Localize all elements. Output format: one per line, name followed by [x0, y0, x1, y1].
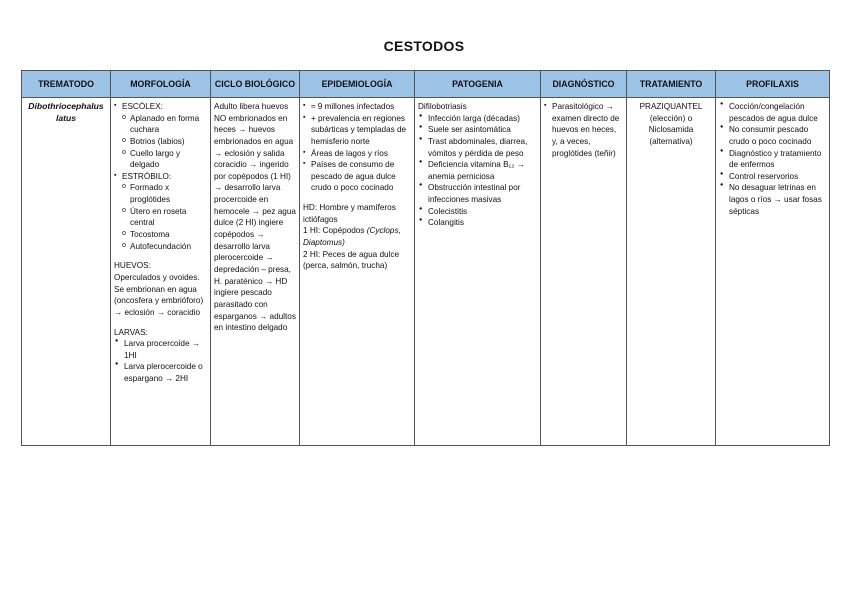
list-item: ● No desaguar letrinas en lagos o ríos → usar fosas sépticas [719, 182, 826, 217]
list-item: ● Deficiencia vitamina B₁₂ → anemia perniciosa [418, 159, 537, 182]
list-item: o Aplanado en forma cuchara [122, 113, 207, 136]
hi1-species: (Cyclops, Diaptomus) [303, 226, 401, 248]
list-item: ● Diagnóstico y tratamiento de enfermos [719, 148, 826, 171]
huevos-label: HUEVOS: [114, 261, 151, 271]
header-diagnostico: DIAGNÓSTICO [541, 71, 627, 98]
hd-text: HD: Hombre y mamíferos ictiófagos [303, 203, 396, 224]
header-profilaxis: PROFILAXIS [716, 71, 830, 98]
list-item: ● No consumir pescado crudo o poco cocinado [719, 124, 826, 147]
patogenia-title: Difilobotriasis [418, 102, 467, 111]
treatment-drug: PRAZIQUANTEL [639, 102, 703, 111]
estrobilo-label: ▪ ESTRÓBILO: [114, 171, 207, 183]
ciclo-text: Adulto libera huevos NO embrionados en heces → huevos embrionados en agua → eclosión y salida coracidio → ingerido por copépodos (1 HI) → desarrollo larva procercoide en hemocele → pez agua dulce (2 HI) ingiere copépodos → desarrollo larva plerocercoide → depredación – presa, H. paraténico → HD ingiere pescado parasitado con esparganos → adultos en intestino delgado [214, 102, 296, 333]
hi2-text: 2 HI: Peces de agua dulce (perca, salmón, trucha) [303, 249, 400, 271]
list-item: ▪ + prevalencia en regiones subárticas y templadas de hemisferio norte [303, 113, 411, 148]
header-row [22, 71, 830, 98]
hi1-text [303, 225, 411, 248]
list-item: ● Colecistitis [418, 206, 537, 218]
header-ciclo: CICLO BIOLÓGICO [211, 71, 300, 98]
huevos-text: Operculados y ovoides. Se embrionan en agua (oncosfera y embrióforo) → eclosión → coracidio [114, 272, 204, 317]
list-item: ● Colangitis [418, 217, 537, 229]
list-item: o Tocostoma [122, 229, 207, 241]
species-name: Dibothriocephalus latus [22, 98, 111, 446]
cell-ciclo [211, 98, 300, 446]
list-item: ● Larva procercoide → 1HI [114, 338, 207, 361]
cell-patogenia [415, 98, 541, 446]
page-title: CESTODOS [383, 38, 465, 54]
list-item: ● Suele ser asintomática [418, 124, 537, 136]
cell-epidemiologia [300, 98, 415, 446]
treatment-alt-note: (alternativa) [649, 136, 693, 146]
list-item: ▪ Países de consumo de pescado de agua dulce crudo o poco cocinado [303, 159, 411, 194]
header-epidemiologia: EPIDEMIOLOGÍA [300, 71, 415, 98]
list-item: o Útero en roseta central [122, 206, 207, 229]
header-trematodo: TREMATODO [22, 71, 111, 98]
list-item: ▪ Parasitológico → examen directo de huevos en heces, y, a veces, proglótides (teñir) [544, 101, 623, 159]
cell-profilaxis [716, 98, 830, 446]
cell-diagnostico [541, 98, 627, 446]
header-patogenia: PATOGENIA [415, 71, 541, 98]
treatment-alt-drug: Niclosamida [648, 125, 694, 135]
treatment-note: (elección) o [649, 113, 693, 123]
list-item: ● Obstrucción intestinal por infecciones masivas [418, 182, 537, 205]
list-item: ● Larva plerocercoide o esparganо → 2HI [114, 361, 207, 384]
list-item: ● Trast abdominales, diarrea, vómitos y pérdida de peso [418, 136, 537, 159]
list-item: ● Cocción/congelación pescados de agua dulce [719, 101, 826, 124]
list-item: o Autofecundación [122, 241, 207, 253]
list-item: ● Infección larga (décadas) [418, 113, 537, 125]
list-item: ● Control reservorios [719, 171, 826, 183]
cell-tratamiento [627, 98, 716, 446]
list-item: ▪ Áreas de lagos y ríos [303, 148, 411, 160]
hi1-prefix: 1 HI: Copépodos [303, 226, 365, 236]
cestodos-table [21, 70, 830, 446]
escolex-label: ▪ ESCÓLEX: [114, 101, 207, 113]
header-tratamiento: TRATAMIENTO [627, 71, 716, 98]
list-item: o Botrios (labios) [122, 136, 207, 148]
list-item: o Formado x proglótides [122, 182, 207, 205]
cell-morfologia [111, 98, 211, 446]
header-morfologia: MORFOLOGÍA [111, 71, 211, 98]
list-item: ▪ ≈ 9 millones infectados [303, 101, 411, 113]
larvas-label: LARVAS: [114, 327, 148, 337]
table-row [22, 98, 830, 446]
list-item: o Cuello largo y delgado [122, 148, 207, 171]
